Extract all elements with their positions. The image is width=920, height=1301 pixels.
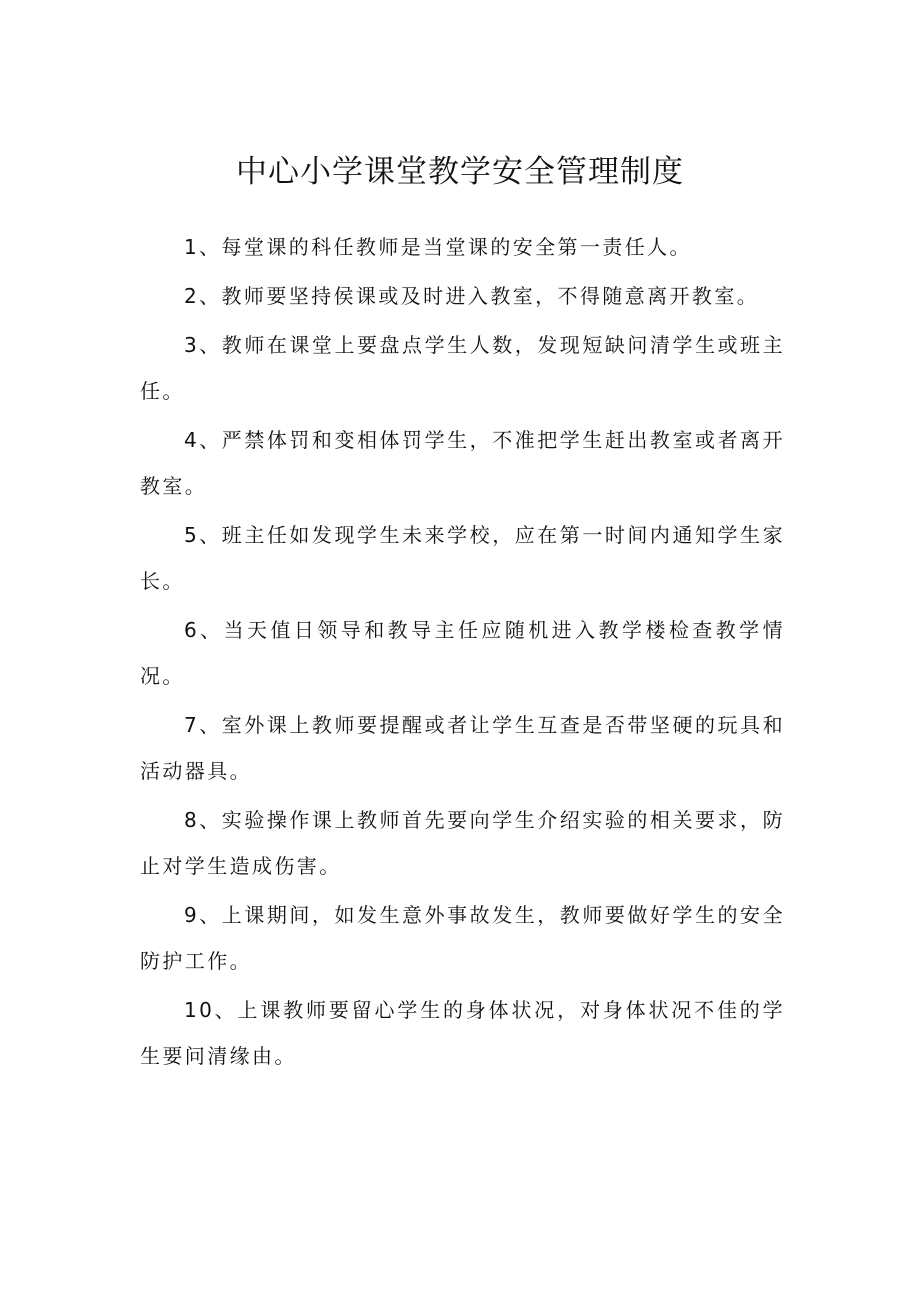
rule-item-10: 10、上课教师要留心学生的身体状况，对身体状况不佳的学生要问清缘由。 <box>140 998 785 1068</box>
rule-item-8: 8、实验操作课上教师首先要向学生介绍实验的相关要求，防止对学生造成伤害。 <box>140 808 785 878</box>
rule-item-5: 5、班主任如发现学生未来学校，应在第一时间内通知学生家长。 <box>140 523 785 593</box>
rule-item-7: 7、室外课上教师要提醒或者让学生互查是否带坚硬的玩具和活动器具。 <box>140 713 785 783</box>
rule-item-4: 4、严禁体罚和变相体罚学生，不准把学生赶出教室或者离开教室。 <box>140 428 785 498</box>
rule-item-2: 2、教师要坚持侯课或及时进入教室，不得随意离开教室。 <box>184 284 760 308</box>
document-title: 中心小学课堂教学安全管理制度 <box>236 154 684 190</box>
rule-item-6: 6、当天值日领导和教导主任应随机进入教学楼检查教学情况。 <box>140 618 785 688</box>
rule-item-1: 1、每堂课的科任教师是当堂课的安全第一责任人。 <box>184 235 692 259</box>
document-body <box>140 224 785 1082</box>
rule-item-9: 9、上课期间，如发生意外事故发生，教师要做好学生的安全防护工作。 <box>140 903 785 973</box>
rule-item-3: 3、教师在课堂上要盘点学生人数，发现短缺问清学生或班主任。 <box>140 333 785 403</box>
